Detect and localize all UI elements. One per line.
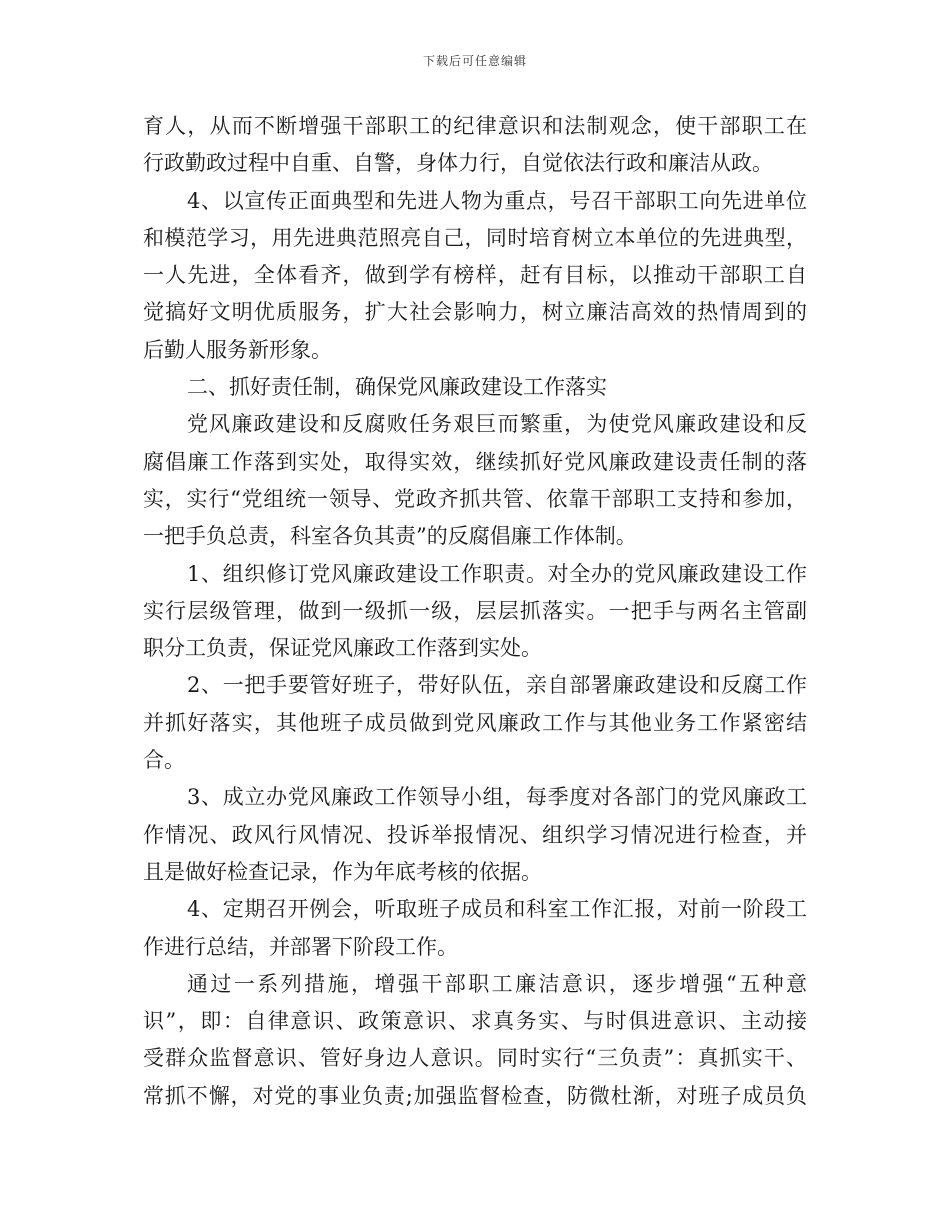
text-line: 受群众监督意识、管好身边人意识。同时实行“三负责”：真抓实干、 <box>143 1046 807 1071</box>
text-line: 实，实行“党组统一领导、党政齐抓共管、依靠干部职工支持和参加， <box>143 486 807 511</box>
text-line: 4、以宣传正面典型和先进人物为重点，号召干部职工向先进单位 <box>187 188 807 213</box>
page-header-note: 下载后可任意编辑 <box>422 54 527 68</box>
text-line: 行政勤政过程中自重、自警，身体力行，自觉依法行政和廉洁从政。 <box>143 151 773 176</box>
text-line: 1、组织修订党风廉政建设工作职责。对全办的党风廉政建设工作 <box>187 561 807 586</box>
text-line: 4、定期召开例会，听取班子成员和科室工作汇报，对前一阶段工 <box>187 897 807 922</box>
text-line: 作情况、政风行风情况、投诉举报情况、组织学习情况进行检查，并 <box>143 822 807 847</box>
text-line: 识”，即：自律意识、政策意识、求真务实、与时俱进意识、主动接 <box>143 1009 807 1034</box>
text-line: 和模范学习，用先进典范照亮自己，同时培育树立本单位的先进典型， <box>143 225 807 250</box>
text-line: 觉搞好文明优质服务，扩大社会影响力，树立廉洁高效的热情周到的 <box>143 300 807 325</box>
text-line: 合。 <box>143 748 185 773</box>
text-line: 一人先进，全体看齐，做到学有榜样，赶有目标，以推动干部职工自 <box>143 263 807 288</box>
text-line: 腐倡廉工作落到实处，取得实效，继续抓好党风廉政建设责任制的落 <box>143 449 807 474</box>
text-line: 二、抓好责任制，确保党风廉政建设工作落实 <box>187 375 607 400</box>
text-line: 后勤人服务新形象。 <box>143 337 332 362</box>
text-line: 通过一系列措施，增强干部职工廉洁意识，逐步增强“五种意 <box>187 971 807 996</box>
document-body <box>143 108 807 1115</box>
text-line: 常抓不懈，对党的事业负责;加强监督检查，防微杜渐，对班子成员负 <box>143 1083 807 1108</box>
text-line: 育人，从而不断增强干部职工的纪律意识和法制观念，使干部职工在 <box>143 114 807 138</box>
text-line: 一把手负总责，科室各负其责”的反腐倡廉工作体制。 <box>143 524 637 549</box>
text-line: 2、一把手要管好班子，带好队伍，亲自部署廉政建设和反腐工作 <box>187 673 807 698</box>
text-line: 实行层级管理，做到一级抓一级，层层抓落实。一把手与两名主管副 <box>143 598 807 623</box>
text-line: 且是做好检查记录，作为年底考核的依据。 <box>143 859 542 884</box>
text-line: 并抓好落实，其他班子成员做到党风廉政工作与其他业务工作紧密结 <box>143 710 807 735</box>
text-line: 3、成立办党风廉政工作领导小组，每季度对各部门的党风廉政工 <box>187 785 807 810</box>
text-line: 作进行总结，并部署下阶段工作。 <box>143 934 458 959</box>
text-line: 党风廉政建设和反腐败任务艰巨而繁重，为使党风廉政建设和反 <box>187 412 807 437</box>
text-line: 职分工负责，保证党风廉政工作落到实处。 <box>143 636 542 661</box>
